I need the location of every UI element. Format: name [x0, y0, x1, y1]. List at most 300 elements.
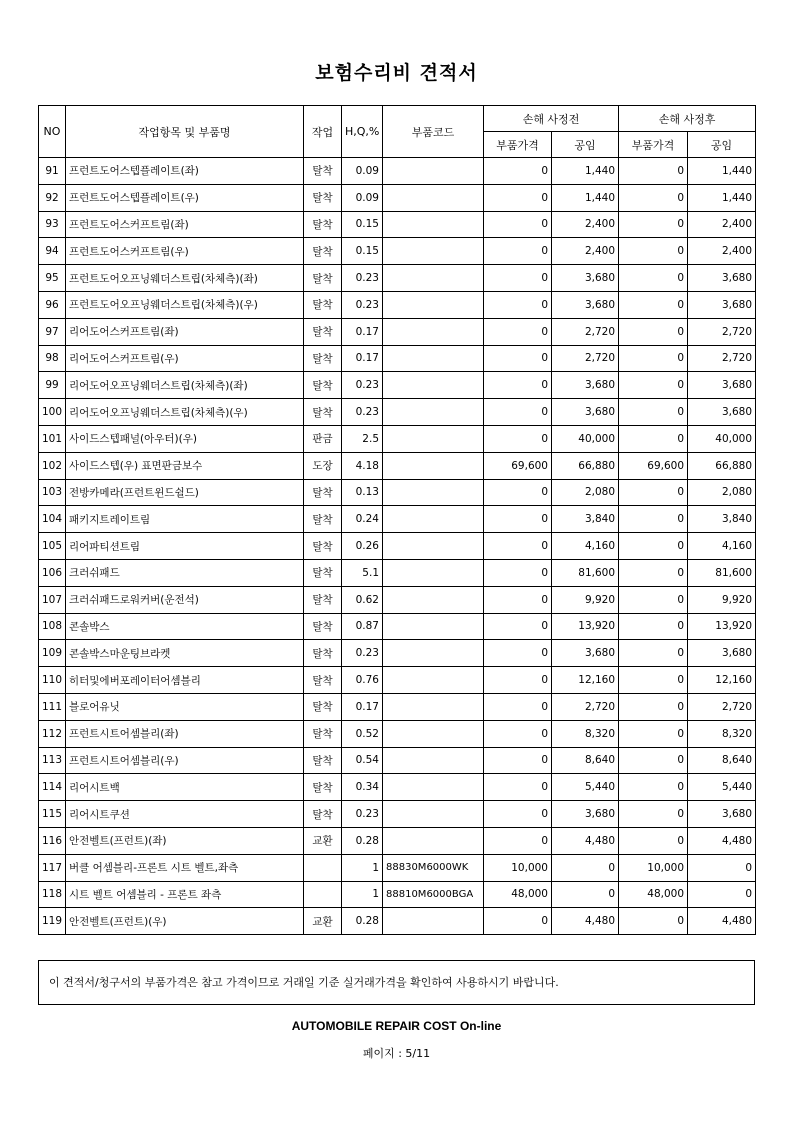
row-part-code [383, 559, 484, 586]
row-work: 탈착 [304, 747, 342, 774]
row-no: 119 [39, 908, 66, 935]
row-work: 탈착 [304, 693, 342, 720]
row-part-price-after: 69,600 [619, 452, 688, 479]
row-part-price-before: 0 [484, 211, 552, 238]
row-part-code [383, 425, 484, 452]
row-part-price-before: 0 [484, 586, 552, 613]
row-labor-after: 4,160 [688, 533, 756, 560]
row-part-price-before: 0 [484, 506, 552, 533]
row-part-code [383, 372, 484, 399]
row-part-code [383, 774, 484, 801]
table-row [39, 613, 756, 640]
row-work: 탈착 [304, 291, 342, 318]
notice-box: 이 견적서/청구서의 부품가격은 참고 가격이므로 거래일 기준 실거래가격을 확인하여 사용하시기 바랍니다. [38, 960, 755, 1005]
row-no: 104 [39, 506, 66, 533]
row-work: 탈착 [304, 372, 342, 399]
row-labor-before: 66,880 [552, 452, 619, 479]
row-labor-before: 3,680 [552, 265, 619, 292]
row-item-name: 블로어유닛 [66, 693, 304, 720]
row-hq: 1 [342, 881, 383, 908]
table-row [39, 559, 756, 586]
row-no: 94 [39, 238, 66, 265]
row-work [304, 854, 342, 881]
row-labor-before: 3,680 [552, 640, 619, 667]
row-no: 118 [39, 881, 66, 908]
row-no: 99 [39, 372, 66, 399]
row-item-name: 프런트도어스텝플레이트(우) [66, 184, 304, 211]
row-labor-after: 3,680 [688, 801, 756, 828]
row-part-code [383, 479, 484, 506]
row-hq: 0.23 [342, 372, 383, 399]
row-hq: 0.09 [342, 184, 383, 211]
row-no: 112 [39, 720, 66, 747]
row-part-price-after: 0 [619, 158, 688, 185]
row-labor-after: 0 [688, 881, 756, 908]
row-hq: 0.15 [342, 238, 383, 265]
table-row [39, 586, 756, 613]
row-no: 111 [39, 693, 66, 720]
table-row [39, 747, 756, 774]
row-part-price-after: 0 [619, 693, 688, 720]
row-hq: 0.62 [342, 586, 383, 613]
row-labor-before: 3,680 [552, 372, 619, 399]
row-work: 교환 [304, 908, 342, 935]
row-part-price-after: 0 [619, 211, 688, 238]
row-no: 98 [39, 345, 66, 372]
table-row [39, 318, 756, 345]
row-part-code [383, 693, 484, 720]
row-part-price-before: 0 [484, 184, 552, 211]
table-row [39, 854, 756, 881]
header-labor-before: 공임 [552, 132, 619, 158]
document-title: 보험수리비 견적서 [315, 62, 478, 84]
row-no: 108 [39, 613, 66, 640]
row-labor-after: 3,680 [688, 372, 756, 399]
row-item-name: 리어도어오프닝웨더스트립(차체측)(좌) [66, 372, 304, 399]
row-no: 101 [39, 425, 66, 452]
row-labor-before: 8,320 [552, 720, 619, 747]
row-labor-after: 2,720 [688, 318, 756, 345]
row-hq: 4.18 [342, 452, 383, 479]
row-labor-after: 13,920 [688, 613, 756, 640]
row-part-price-before: 0 [484, 425, 552, 452]
row-labor-after: 12,160 [688, 667, 756, 694]
row-hq: 0.23 [342, 265, 383, 292]
row-no: 97 [39, 318, 66, 345]
row-part-price-after: 0 [619, 559, 688, 586]
row-part-code [383, 908, 484, 935]
header-before: 손해 사정전 [484, 106, 619, 132]
row-hq: 0.23 [342, 640, 383, 667]
header-after: 손해 사정후 [619, 106, 756, 132]
row-labor-before: 2,400 [552, 238, 619, 265]
header-part-price-before: 부품가격 [484, 132, 552, 158]
row-labor-before: 3,840 [552, 506, 619, 533]
row-labor-before: 8,640 [552, 747, 619, 774]
row-work: 탈착 [304, 479, 342, 506]
row-labor-before: 5,440 [552, 774, 619, 801]
row-labor-before: 0 [552, 854, 619, 881]
table-row [39, 881, 756, 908]
table-row [39, 158, 756, 185]
row-part-price-after: 0 [619, 613, 688, 640]
row-labor-after: 3,680 [688, 640, 756, 667]
row-work: 탈착 [304, 184, 342, 211]
header-code: 부품코드 [383, 106, 484, 158]
row-part-price-before: 0 [484, 908, 552, 935]
row-labor-before: 2,720 [552, 345, 619, 372]
header-hq: H,Q,% [342, 106, 383, 158]
row-no: 96 [39, 291, 66, 318]
row-item-name: 히터및에버포레이터어셈블리 [66, 667, 304, 694]
row-labor-after: 8,320 [688, 720, 756, 747]
row-item-name: 프런트도어스텝플레이트(좌) [66, 158, 304, 185]
row-part-price-after: 0 [619, 425, 688, 452]
row-part-code [383, 667, 484, 694]
row-part-price-before: 0 [484, 291, 552, 318]
row-part-code [383, 506, 484, 533]
row-hq: 0.09 [342, 158, 383, 185]
row-part-price-after: 0 [619, 238, 688, 265]
row-part-price-after: 0 [619, 318, 688, 345]
row-part-code [383, 184, 484, 211]
row-part-code [383, 238, 484, 265]
row-part-code: 88810M6000BGA [383, 881, 484, 908]
row-work: 탈착 [304, 559, 342, 586]
table-row [39, 291, 756, 318]
row-labor-after: 2,400 [688, 238, 756, 265]
header-item: 작업항목 및 부품명 [66, 106, 304, 158]
row-part-code [383, 211, 484, 238]
row-part-price-before: 0 [484, 265, 552, 292]
row-item-name: 안전벨트(프런트)(좌) [66, 827, 304, 854]
row-item-name: 전방카메라(프런트윈드쉴드) [66, 479, 304, 506]
row-part-price-before: 69,600 [484, 452, 552, 479]
row-no: 103 [39, 479, 66, 506]
row-hq: 2.5 [342, 425, 383, 452]
row-part-price-after: 0 [619, 372, 688, 399]
table-row [39, 533, 756, 560]
row-work: 도장 [304, 452, 342, 479]
row-part-price-before: 0 [484, 827, 552, 854]
row-labor-after: 66,880 [688, 452, 756, 479]
row-part-code [383, 720, 484, 747]
table-row [39, 184, 756, 211]
row-item-name: 안전벨트(프런트)(우) [66, 908, 304, 935]
row-part-code [383, 158, 484, 185]
row-part-code [383, 265, 484, 292]
row-hq: 0.28 [342, 827, 383, 854]
estimate-table [38, 105, 756, 935]
header-part-price-after: 부품가격 [619, 132, 688, 158]
row-part-code [383, 747, 484, 774]
row-labor-before: 4,480 [552, 827, 619, 854]
row-work: 탈착 [304, 586, 342, 613]
row-work: 탈착 [304, 720, 342, 747]
row-work: 교환 [304, 827, 342, 854]
row-work: 탈착 [304, 265, 342, 292]
row-labor-before: 4,480 [552, 908, 619, 935]
row-labor-before: 2,720 [552, 318, 619, 345]
row-part-price-after: 0 [619, 399, 688, 426]
row-labor-before: 3,680 [552, 801, 619, 828]
row-labor-after: 4,480 [688, 827, 756, 854]
row-labor-after: 3,680 [688, 399, 756, 426]
row-labor-before: 3,680 [552, 291, 619, 318]
row-part-code [383, 291, 484, 318]
row-part-price-before: 10,000 [484, 854, 552, 881]
row-part-price-after: 0 [619, 667, 688, 694]
row-hq: 0.24 [342, 506, 383, 533]
row-part-price-after: 0 [619, 801, 688, 828]
row-labor-before: 40,000 [552, 425, 619, 452]
row-no: 114 [39, 774, 66, 801]
row-part-price-after: 0 [619, 291, 688, 318]
row-labor-after: 4,480 [688, 908, 756, 935]
row-part-price-before: 0 [484, 372, 552, 399]
row-part-code [383, 801, 484, 828]
row-work: 탈착 [304, 774, 342, 801]
row-no: 106 [39, 559, 66, 586]
row-hq: 0.17 [342, 318, 383, 345]
row-work: 탈착 [304, 640, 342, 667]
row-hq: 5.1 [342, 559, 383, 586]
row-no: 93 [39, 211, 66, 238]
table-row [39, 238, 756, 265]
row-part-price-before: 48,000 [484, 881, 552, 908]
row-item-name: 프런트시트어셈블리(우) [66, 747, 304, 774]
row-no: 95 [39, 265, 66, 292]
row-labor-before: 4,160 [552, 533, 619, 560]
row-no: 113 [39, 747, 66, 774]
row-part-price-before: 0 [484, 640, 552, 667]
row-part-code [383, 613, 484, 640]
row-labor-after: 40,000 [688, 425, 756, 452]
row-part-price-before: 0 [484, 720, 552, 747]
row-no: 107 [39, 586, 66, 613]
row-part-price-before: 0 [484, 747, 552, 774]
row-labor-after: 3,680 [688, 291, 756, 318]
row-part-price-after: 0 [619, 774, 688, 801]
row-hq: 0.13 [342, 479, 383, 506]
row-item-name: 크러쉬패드로워커버(운전석) [66, 586, 304, 613]
row-item-name: 버클 어셈블리-프론트 시트 벨트,좌측 [66, 854, 304, 881]
row-part-price-before: 0 [484, 345, 552, 372]
row-item-name: 프런트도어스커프트림(우) [66, 238, 304, 265]
row-item-name: 콘솔박스마운팅브라켓 [66, 640, 304, 667]
row-item-name: 프런트도어오프닝웨더스트립(차체측)(우) [66, 291, 304, 318]
row-labor-after: 3,680 [688, 265, 756, 292]
row-no: 102 [39, 452, 66, 479]
row-work: 탈착 [304, 238, 342, 265]
row-hq: 0.76 [342, 667, 383, 694]
row-labor-before: 12,160 [552, 667, 619, 694]
row-labor-before: 1,440 [552, 184, 619, 211]
table-row [39, 801, 756, 828]
row-labor-after: 3,840 [688, 506, 756, 533]
row-part-price-after: 0 [619, 479, 688, 506]
row-part-code [383, 318, 484, 345]
row-labor-after: 2,720 [688, 345, 756, 372]
row-part-price-after: 0 [619, 345, 688, 372]
row-part-code [383, 533, 484, 560]
row-labor-after: 2,720 [688, 693, 756, 720]
row-labor-after: 8,640 [688, 747, 756, 774]
row-item-name: 리어파티션트림 [66, 533, 304, 560]
row-hq: 0.23 [342, 801, 383, 828]
row-labor-after: 9,920 [688, 586, 756, 613]
row-part-price-after: 10,000 [619, 854, 688, 881]
row-labor-after: 1,440 [688, 184, 756, 211]
table-row [39, 345, 756, 372]
row-hq: 0.23 [342, 399, 383, 426]
row-item-name: 프런트도어오프닝웨더스트립(차체측)(좌) [66, 265, 304, 292]
row-work: 탈착 [304, 318, 342, 345]
row-item-name: 프런트시트어셈블리(좌) [66, 720, 304, 747]
row-item-name: 사이드스텝패널(아우터)(우) [66, 425, 304, 452]
table-header [39, 106, 756, 158]
row-part-code [383, 452, 484, 479]
table-row [39, 265, 756, 292]
row-hq: 0.15 [342, 211, 383, 238]
table-row [39, 479, 756, 506]
row-labor-before: 3,680 [552, 399, 619, 426]
row-hq: 0.23 [342, 291, 383, 318]
row-part-price-after: 0 [619, 265, 688, 292]
row-part-price-after: 0 [619, 720, 688, 747]
row-hq: 0.28 [342, 908, 383, 935]
row-labor-before: 13,920 [552, 613, 619, 640]
row-item-name: 리어시트쿠션 [66, 801, 304, 828]
row-item-name: 리어도어스커프트림(좌) [66, 318, 304, 345]
row-labor-before: 9,920 [552, 586, 619, 613]
row-item-name: 리어도어스커프트림(우) [66, 345, 304, 372]
row-hq: 0.26 [342, 533, 383, 560]
row-labor-after: 5,440 [688, 774, 756, 801]
row-no: 117 [39, 854, 66, 881]
row-labor-after: 2,080 [688, 479, 756, 506]
table-row [39, 720, 756, 747]
row-work: 판금 [304, 425, 342, 452]
row-item-name: 리어도어오프닝웨더스트립(차체측)(우) [66, 399, 304, 426]
row-labor-before: 81,600 [552, 559, 619, 586]
row-part-code [383, 345, 484, 372]
table-row [39, 452, 756, 479]
row-no: 110 [39, 667, 66, 694]
row-part-price-after: 0 [619, 533, 688, 560]
row-hq: 0.52 [342, 720, 383, 747]
row-no: 105 [39, 533, 66, 560]
row-work: 탈착 [304, 506, 342, 533]
row-part-price-before: 0 [484, 667, 552, 694]
row-no: 91 [39, 158, 66, 185]
row-item-name: 리어시트백 [66, 774, 304, 801]
row-part-price-after: 48,000 [619, 881, 688, 908]
row-part-price-after: 0 [619, 908, 688, 935]
table-row [39, 827, 756, 854]
row-labor-before: 2,080 [552, 479, 619, 506]
row-part-price-before: 0 [484, 559, 552, 586]
row-labor-after: 1,440 [688, 158, 756, 185]
row-labor-before: 2,720 [552, 693, 619, 720]
row-part-price-before: 0 [484, 801, 552, 828]
table-row [39, 693, 756, 720]
header-no: NO [39, 106, 66, 158]
row-part-price-after: 0 [619, 640, 688, 667]
row-part-code: 88830M6000WK [383, 854, 484, 881]
row-work: 탈착 [304, 667, 342, 694]
row-part-price-before: 0 [484, 318, 552, 345]
row-part-price-before: 0 [484, 479, 552, 506]
row-no: 100 [39, 399, 66, 426]
row-labor-before: 0 [552, 881, 619, 908]
row-work: 탈착 [304, 399, 342, 426]
row-item-name: 프런트도어스커프트림(좌) [66, 211, 304, 238]
page-number: 페이지 : 5/11 [362, 1047, 431, 1060]
footer-brand: AUTOMOBILE REPAIR COST On-line [291, 1019, 502, 1033]
row-no: 92 [39, 184, 66, 211]
row-no: 109 [39, 640, 66, 667]
table-row [39, 425, 756, 452]
row-part-price-after: 0 [619, 747, 688, 774]
row-part-code [383, 399, 484, 426]
row-part-price-before: 0 [484, 399, 552, 426]
row-part-price-after: 0 [619, 184, 688, 211]
header-work: 작업 [304, 106, 342, 158]
row-work: 탈착 [304, 533, 342, 560]
row-work: 탈착 [304, 158, 342, 185]
header-labor-after: 공임 [688, 132, 756, 158]
table-row [39, 774, 756, 801]
table-row [39, 372, 756, 399]
row-item-name: 콘솔박스 [66, 613, 304, 640]
row-labor-after: 81,600 [688, 559, 756, 586]
table-body [39, 158, 756, 935]
table-row [39, 908, 756, 935]
row-part-code [383, 640, 484, 667]
row-work: 탈착 [304, 211, 342, 238]
table-row [39, 399, 756, 426]
row-no: 115 [39, 801, 66, 828]
table-row [39, 667, 756, 694]
table-row [39, 506, 756, 533]
row-part-price-after: 0 [619, 586, 688, 613]
row-item-name: 패키지트레이트림 [66, 506, 304, 533]
row-part-price-before: 0 [484, 158, 552, 185]
row-work: 탈착 [304, 613, 342, 640]
table-row [39, 211, 756, 238]
row-labor-after: 2,400 [688, 211, 756, 238]
row-work [304, 881, 342, 908]
row-part-code [383, 827, 484, 854]
row-part-price-after: 0 [619, 506, 688, 533]
row-part-price-before: 0 [484, 693, 552, 720]
row-item-name: 사이드스텝(우) 표면판금보수 [66, 452, 304, 479]
row-item-name: 시트 벨트 어셈블리 - 프론트 좌측 [66, 881, 304, 908]
row-part-price-before: 0 [484, 613, 552, 640]
row-hq: 0.54 [342, 747, 383, 774]
row-labor-before: 1,440 [552, 158, 619, 185]
row-item-name: 크러쉬패드 [66, 559, 304, 586]
row-labor-before: 2,400 [552, 211, 619, 238]
row-part-price-before: 0 [484, 774, 552, 801]
table-row [39, 640, 756, 667]
row-hq: 0.17 [342, 345, 383, 372]
row-hq: 0.17 [342, 693, 383, 720]
row-hq: 0.87 [342, 613, 383, 640]
row-hq: 1 [342, 854, 383, 881]
row-labor-after: 0 [688, 854, 756, 881]
